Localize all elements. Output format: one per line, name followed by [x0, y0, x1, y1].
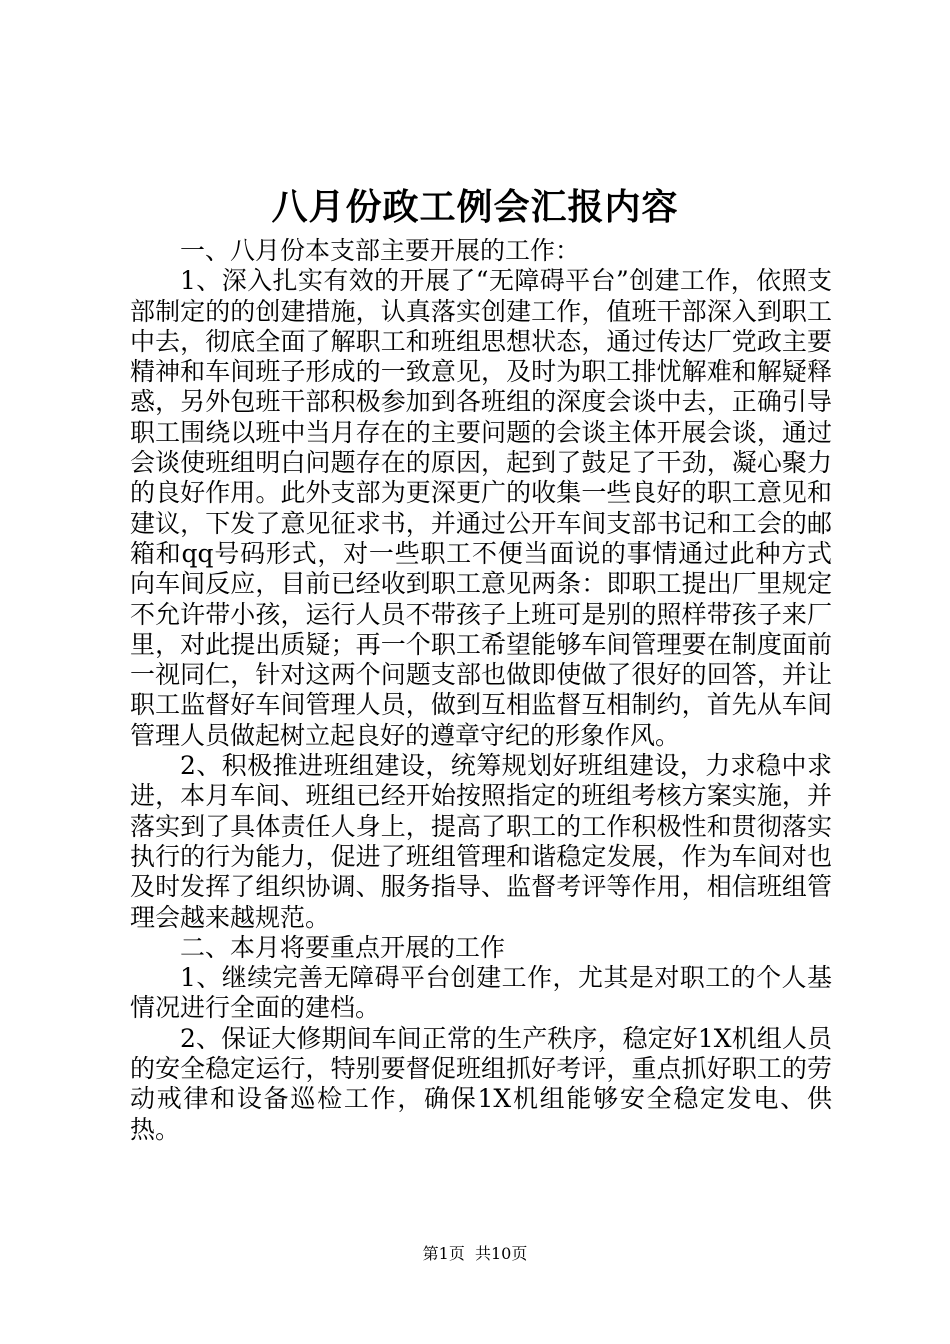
document-title: 八月份政工例会汇报内容: [271, 186, 679, 228]
paragraph-plan-1: 1、继续完善无障碍平台创建工作，尤其是对职工的个人基情况进行全面的建档。: [130, 963, 832, 1023]
section-heading-1: 一、八月份本支部主要开展的工作：: [180, 236, 581, 265]
page-footer: [0, 1244, 950, 1264]
paragraph-item-1: 1、深入扎实有效的开展了“无障碍平台”创建工作，依照支部制定的的创建措施，认真落实创建工作，值班干部深入到职工中去，彻底全面了解职工和班组思想状态，通过传达厂党政主要精神和车间班子形成的一致意见，及时为职工排忧解难和解疑释惑，另外包班干部积极参加到各班组的深度会谈中去，正确引导职工围绕以班中当月存在的主要问题的会谈主体开展会谈，通过会谈使班组明白问题存在的原因，起到了鼓足了干劲，凝心聚力的良好作用。此外支部为更深更广的收集一些良好的职工意见和建议，下发了意见征求书，并通过公开车间支部书记和工会的邮箱和qq号码形式，对一些职工不便当面说的事情通过此种方式向车间反应，目前已经收到职工意见两条：即职工提出厂里规定不允许带小孩，运行人员不带孩子上班可是别的照样带孩子来厂里，对此提出质疑；再一个职工希望能够车间管理要在制度面前一视同仁，针对这两个问题支部也做即使做了很好的回答，并让职工监督好车间管理人员，做到互相监督互相制约，首先从车间管理人员做起树立起良好的遵章守纪的形象作风。: [130, 266, 832, 750]
paragraph-item-2: 2、积极推进班组建设，统筹规划好班组建设，力求稳中求进，本月车间、班组已经开始按照指定的班组考核方案实施，并落实到了具体责任人身上，提高了职工的工作积极性和贯彻落实执行的行为能力，促进了班组管理和谐稳定发展，作为车间对也及时发挥了组织协调、服务指导、监督考评等作用，相信班组管理会越来越规范。: [130, 751, 832, 932]
document-body: [130, 236, 832, 1145]
section-heading-2: 二、本月将要重点开展的工作: [180, 932, 506, 962]
paragraph-plan-2: 2、保证大修期间车间正常的生产秩序，稳定好1X机组人员的安全稳定运行，特别要督促班组抓好考评，重点抓好职工的劳动戒律和设备巡检工作，确保1X机组能够安全稳定发电、供热。: [130, 1023, 832, 1144]
page-number: 第1页 共10页: [422, 1244, 528, 1263]
